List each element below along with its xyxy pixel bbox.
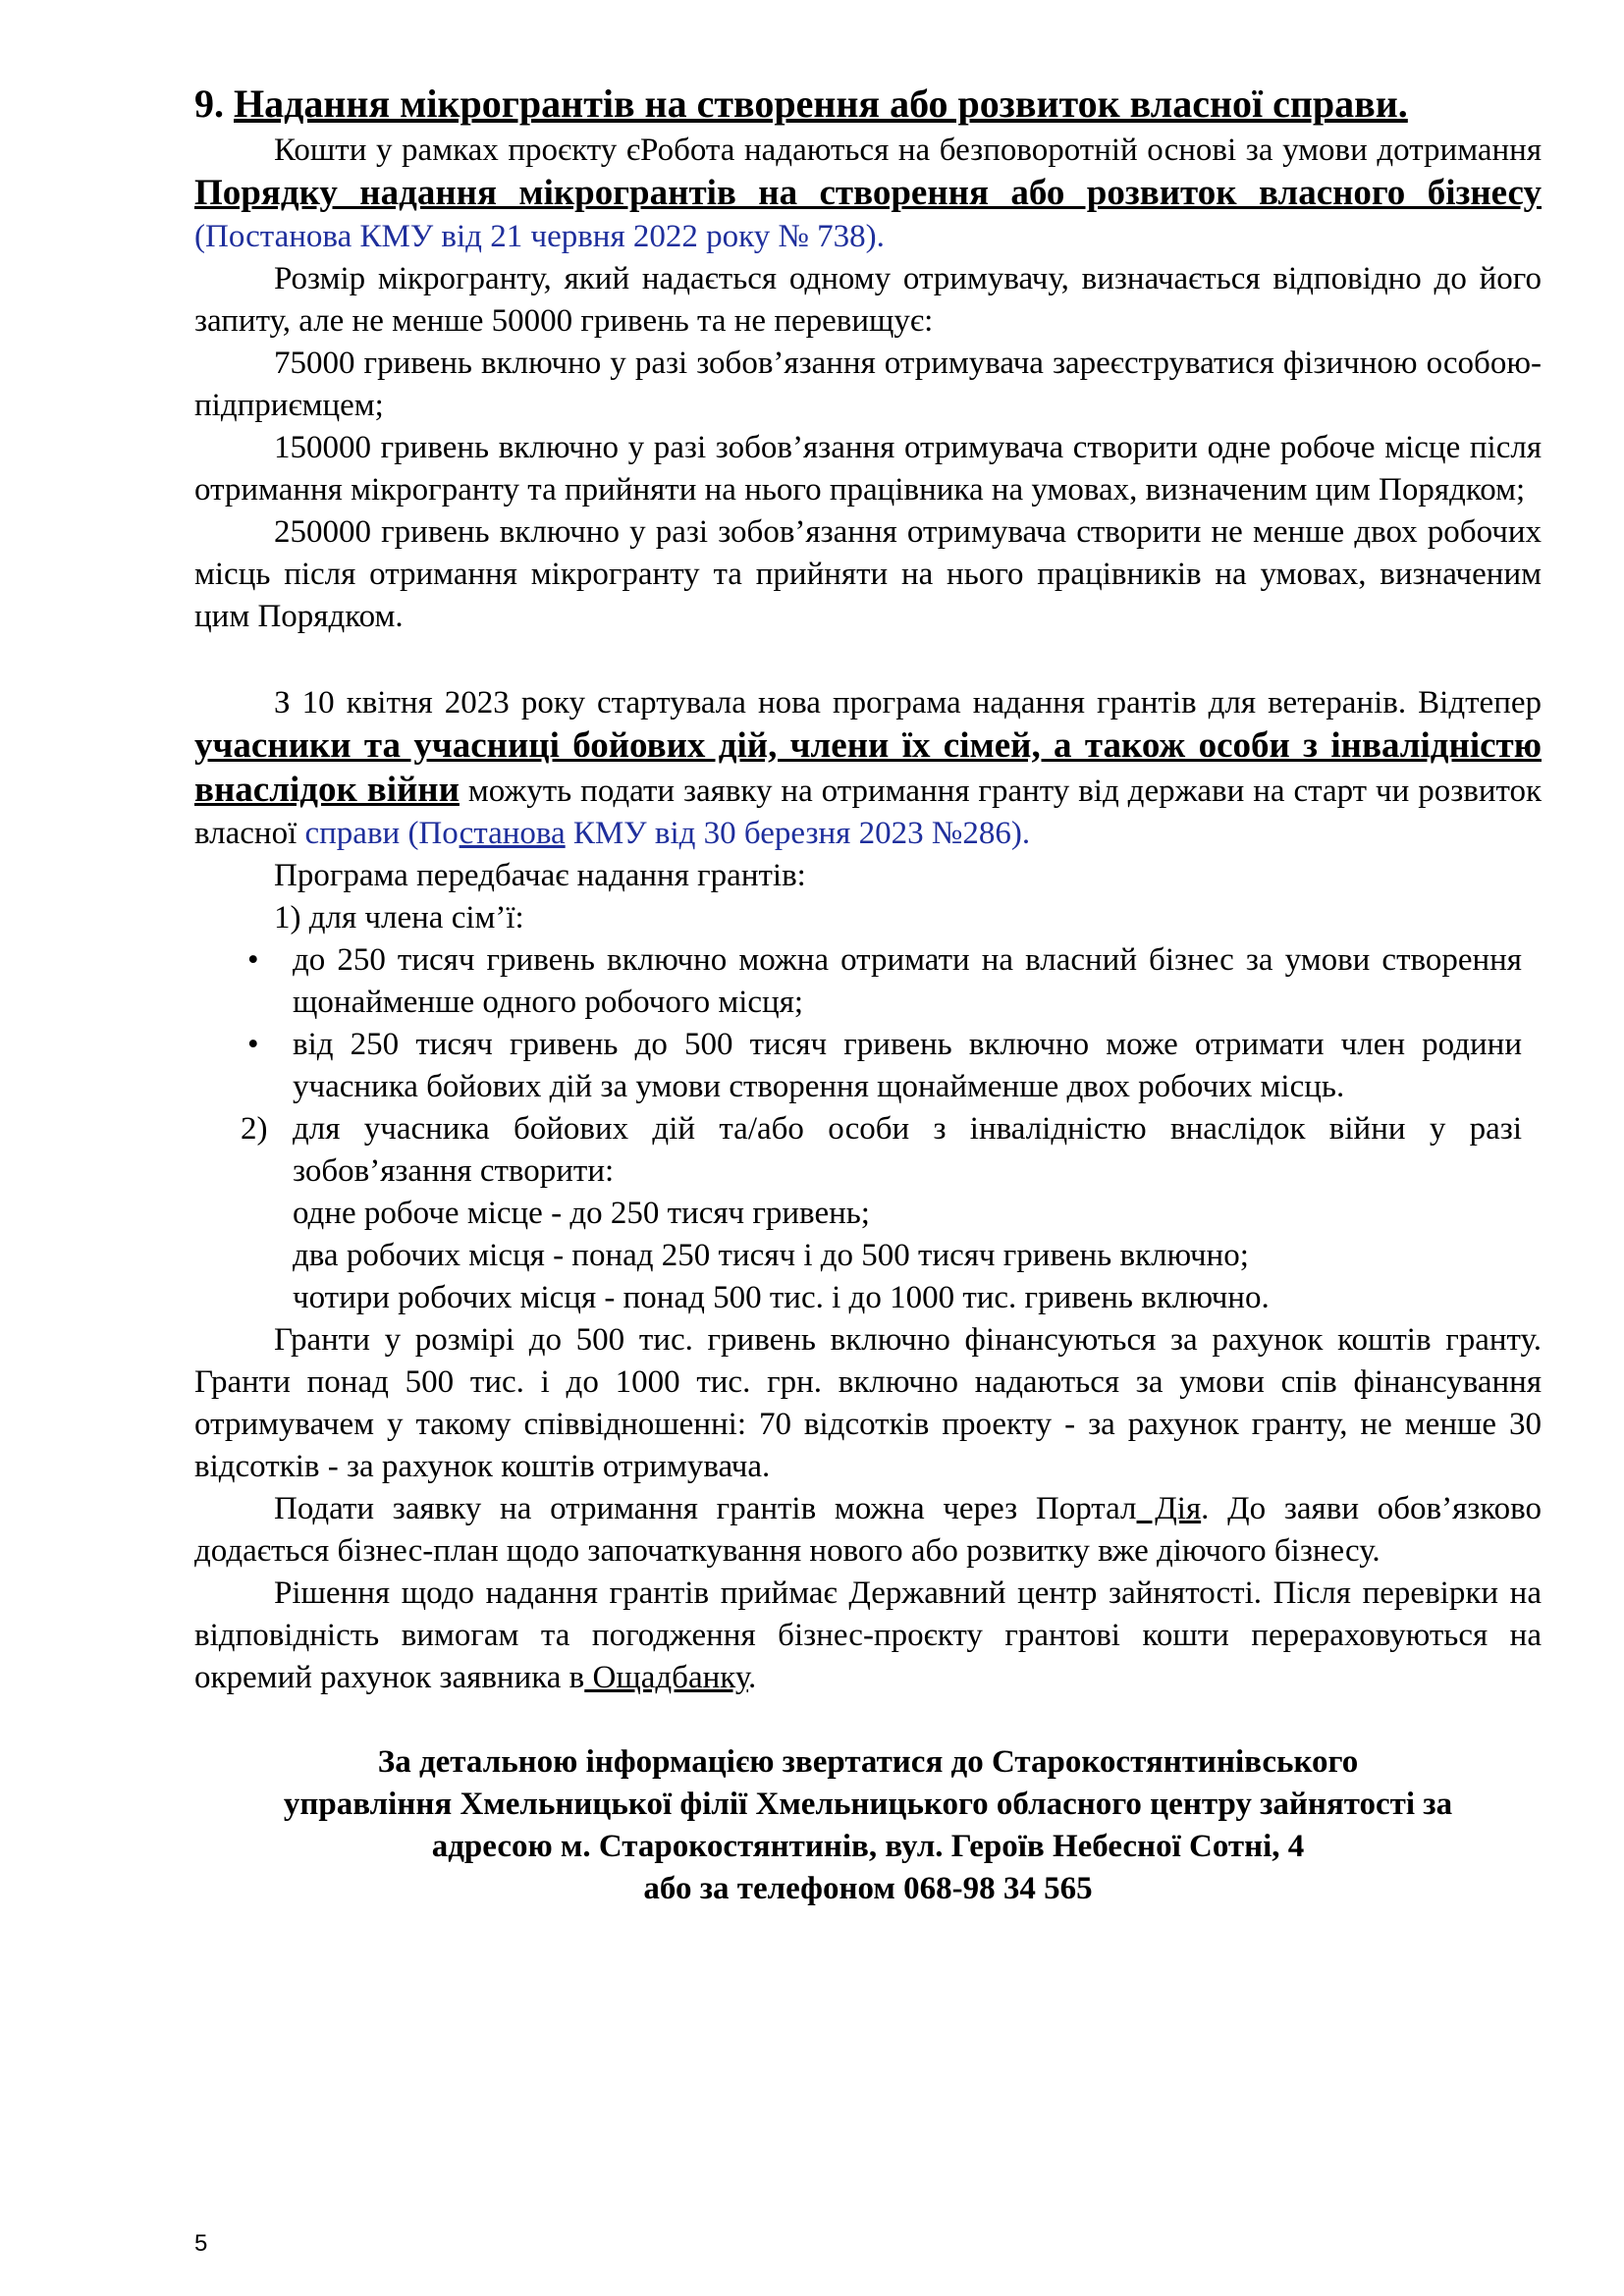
decision-text-end: . (748, 1660, 757, 1695)
veterans-text: можуть подати заявку на отримання гранту від держави на старт чи розвиток власної (194, 774, 1542, 851)
combatant-item (194, 1108, 1542, 1193)
financing-paragraph: Гранти у розмірі до 500 тис. гривень включно фінансуються за рахунок коштів гранту. Гранти понад 500 тис. і до 1000 тис. грн. включно надаються за умови спів фінансування отримувачем у такому співвідношенні: 70 відсотків проекту - за рахунок гранту, не менше 30 відсотків - за рахунок коштів отримувача. (194, 1322, 1542, 1484)
microgrant-paragraph (194, 130, 1542, 258)
veterans-highlight: учасники та учасниці бойових дій, члени їх сімей, а також особи з інвалідністю внаслідок війни (194, 725, 1542, 810)
apply-text: Подати заявку на отримання грантів можна через Портал (274, 1491, 1137, 1526)
grant-250000-paragraph: 250000 гривень включно у разі зобов’язання отримувача створити не менше двох робочих місць після отримання мікрогранту та прийняти на нього працівників на умовах, визначеним цим Порядком. (194, 514, 1542, 634)
family-heading: 1) для члена сім’ї: (274, 900, 524, 935)
apply-paragraph (194, 1488, 1542, 1573)
program-intro: Програма передбачає надання грантів: (274, 858, 806, 893)
family-bullet-list (194, 939, 1542, 1108)
list-item-text: до 250 тисяч гривень включно можна отримати на власний бізнес за умови створення щонайменше одного робочого місця; (293, 942, 1522, 1020)
combatant-line-3: чотири робочих місця - понад 500 тис. і до 1000 тис. гривень включно. (293, 1280, 1270, 1315)
order-link[interactable]: Порядку надання мікрогрантів на створення або розвиток власного бізнесу (194, 173, 1542, 213)
combatant-number: 2) (241, 1111, 268, 1147)
combatant-line-2: два робочих місця - понад 250 тисяч і до 500 тисяч гривень включно; (293, 1238, 1249, 1273)
section-title: Надання мікрогрантів на створення або розвиток власної справи. (234, 81, 1408, 126)
combatant-line-1: одне робоче місце - до 250 тисяч гривень; (293, 1196, 870, 1231)
decision-text: Рішення щодо надання грантів приймає Державний центр зайнятості. Після перевірки на відповідність вимогам та погодження бізнес-проєкту грантові кошти перераховуються на окремий рахунок заявника в (194, 1575, 1542, 1695)
contact-phone: або за телефоном 068-98 34 565 (643, 1871, 1093, 1906)
list-item (194, 939, 1542, 1024)
page-number: 5 (194, 2230, 208, 2257)
bullet-icon: • (247, 942, 259, 978)
grant-150000-paragraph: 150000 гривень включно у разі зобов’язання отримувача створити одне робоче місце після отримання мікрогранту та прийняти на нього працівника на умовах, визначеним цим Порядком; (194, 430, 1542, 507)
veterans-paragraph (194, 680, 1542, 855)
list-item (194, 1024, 1542, 1108)
veterans-link-a[interactable]: справи (По (304, 816, 460, 851)
apply-text-end: . До заяви обов’язково додається бізнес-план щодо започаткування нового або розвитку вже діючого бізнесу. (194, 1491, 1543, 1569)
contact-line-3: адресою м. Старокостянтинів, вул. Героїв Небесної Сотні, 4 (431, 1829, 1305, 1864)
grant-size-paragraph: Розмір мікрогранту, який надається одному отримувачу, визначається відповідно до його запиту, але не менше 50000 гривень та не перевищує: (194, 261, 1542, 339)
section-number: 9. (194, 81, 224, 126)
section-heading (194, 79, 1542, 130)
contact-line-2: управління Хмельницької філії Хмельницького обласного центру зайнятості за (283, 1787, 1453, 1822)
contact-line-1: За детальною інформацією звертатися до Старокостянтинівського (377, 1744, 1359, 1780)
oschadbank-link[interactable]: Ощадбанку (584, 1660, 749, 1695)
resolution-link[interactable]: станова (459, 816, 566, 851)
list-item-text: від 250 тисяч гривень до 500 тисяч гривень включно може отримати член родини учасника бойових дій за умови створення щонайменше двох робочих місць. (293, 1027, 1522, 1104)
spacer (194, 638, 1542, 680)
microgrant-text: Кошти у рамках проєкту єРобота надаються на безповоротній основі за умови дотримання (274, 133, 1542, 168)
resolution-reference: (Постанова КМУ від 21 червня 2022 року № 738). (194, 219, 885, 254)
grant-75000-paragraph: 75000 гривень включно у разі зобов’язання отримувача зареєструватися фізичною особою-підприємцем; (194, 346, 1542, 423)
bullet-icon: • (247, 1027, 259, 1062)
document-page (194, 79, 1542, 1910)
veterans-link-c[interactable]: КМУ від 30 березня 2023 №286). (565, 816, 1031, 851)
contact-info (194, 1741, 1542, 1910)
decision-paragraph (194, 1573, 1542, 1699)
veterans-intro: З 10 квітня 2023 року стартувала нова програма надання грантів для ветеранів. Відтепер (274, 685, 1542, 721)
diia-link[interactable]: Дія (1136, 1491, 1202, 1526)
combatant-text: для учасника бойових дій та/або особи з інвалідністю внаслідок війни у разі зобов’язання створити: (293, 1111, 1522, 1189)
